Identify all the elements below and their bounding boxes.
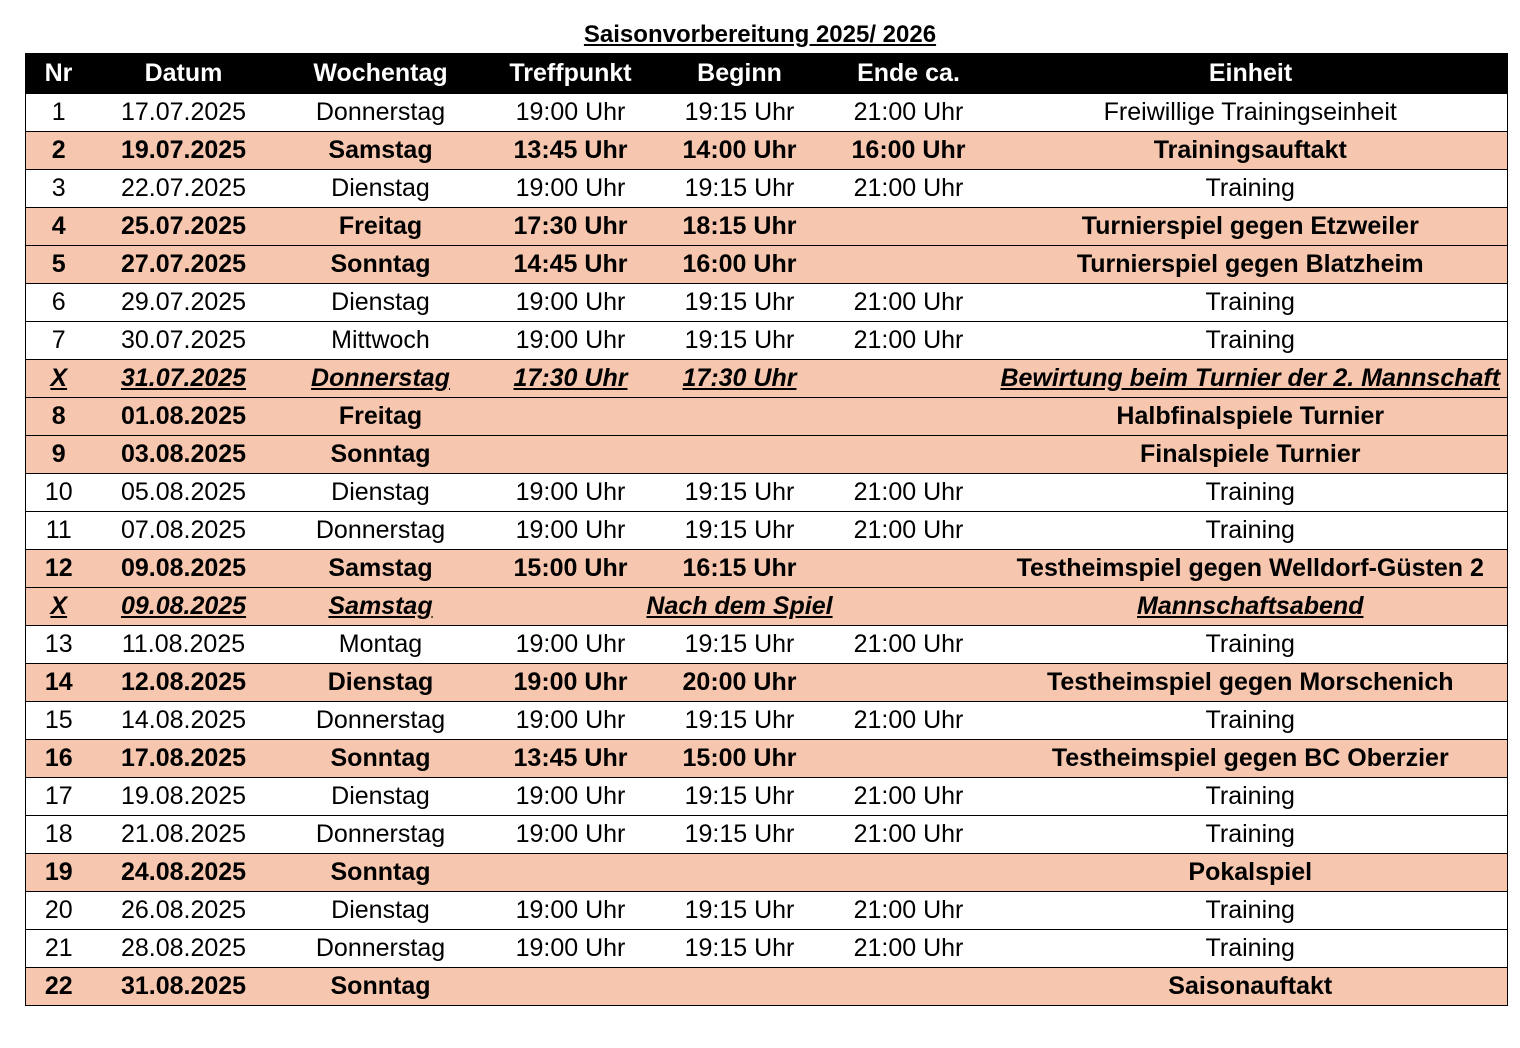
cell-datum: 22.07.2025: [92, 170, 276, 208]
cell-ende: [824, 398, 994, 436]
cell-nr: 17: [26, 778, 92, 816]
cell-einheit: Finalspiele Turnier: [994, 436, 1508, 474]
cell-beginn: 19:15 Uhr: [656, 170, 824, 208]
cell-ende: 21:00 Uhr: [824, 892, 994, 930]
cell-wochentag: Dienstag: [276, 474, 486, 512]
cell-treffpunkt: 14:45 Uhr: [486, 246, 656, 284]
table-row: [26, 740, 1508, 778]
table-row: [26, 170, 1508, 208]
cell-nr: 14: [26, 664, 92, 702]
cell-wochentag: Donnerstag: [276, 816, 486, 854]
cell-beginn: 16:00 Uhr: [656, 246, 824, 284]
cell-nr: 4: [26, 208, 92, 246]
cell-wochentag: Sonntag: [276, 436, 486, 474]
cell-nr: 18: [26, 816, 92, 854]
cell-einheit: Bewirtung beim Turnier der 2. Mannschaft: [994, 360, 1508, 398]
table-row: [26, 474, 1508, 512]
cell-nr: 16: [26, 740, 92, 778]
cell-beginn: 19:15 Uhr: [656, 626, 824, 664]
cell-ende: 21:00 Uhr: [824, 284, 994, 322]
table-row: [26, 854, 1508, 892]
cell-wochentag: Donnerstag: [276, 94, 486, 132]
cell-beginn: 19:15 Uhr: [656, 284, 824, 322]
cell-wochentag: Dienstag: [276, 778, 486, 816]
cell-nr: 3: [26, 170, 92, 208]
cell-wochentag: Sonntag: [276, 854, 486, 892]
cell-wochentag: Donnerstag: [276, 930, 486, 968]
cell-datum: 05.08.2025: [92, 474, 276, 512]
cell-beginn: 19:15 Uhr: [656, 930, 824, 968]
table-row: [26, 208, 1508, 246]
cell-ende: 16:00 Uhr: [824, 132, 994, 170]
column-header-wochentag: Wochentag: [276, 54, 486, 94]
cell-ende: 21:00 Uhr: [824, 702, 994, 740]
cell-treffpunkt: 19:00 Uhr: [486, 664, 656, 702]
cell-treffpunkt: 19:00 Uhr: [486, 816, 656, 854]
cell-einheit: Training: [994, 626, 1508, 664]
cell-beginn: [656, 398, 824, 436]
cell-einheit: Pokalspiel: [994, 854, 1508, 892]
cell-nr: 22: [26, 968, 92, 1006]
schedule-body: [26, 94, 1508, 1006]
column-header-ende: Ende ca.: [824, 54, 994, 94]
cell-datum: 19.08.2025: [92, 778, 276, 816]
cell-ende: [824, 360, 994, 398]
cell-treffpunkt: [486, 968, 656, 1006]
cell-datum: 29.07.2025: [92, 284, 276, 322]
cell-einheit: Testheimspiel gegen Morschenich: [994, 664, 1508, 702]
cell-datum: 21.08.2025: [92, 816, 276, 854]
table-row: [26, 664, 1508, 702]
cell-beginn: [656, 436, 824, 474]
cell-nr: 10: [26, 474, 92, 512]
cell-wochentag: Sonntag: [276, 740, 486, 778]
cell-treffpunkt: 13:45 Uhr: [486, 132, 656, 170]
cell-einheit: Training: [994, 702, 1508, 740]
cell-wochentag: Montag: [276, 626, 486, 664]
cell-beginn: 19:15 Uhr: [656, 702, 824, 740]
cell-treffpunkt: [486, 398, 656, 436]
cell-nr: 9: [26, 436, 92, 474]
cell-beginn: 19:15 Uhr: [656, 512, 824, 550]
cell-nr: X: [26, 360, 92, 398]
cell-wochentag: Freitag: [276, 398, 486, 436]
cell-wochentag: Donnerstag: [276, 702, 486, 740]
cell-ende: 21:00 Uhr: [824, 778, 994, 816]
table-row: [26, 968, 1508, 1006]
cell-ende: 21:00 Uhr: [824, 626, 994, 664]
cell-datum: 31.07.2025: [92, 360, 276, 398]
cell-treffpunkt: [486, 436, 656, 474]
cell-wochentag: Samstag: [276, 588, 486, 626]
cell-beginn: 19:15 Uhr: [656, 474, 824, 512]
cell-einheit: Saisonauftakt: [994, 968, 1508, 1006]
cell-wochentag: Freitag: [276, 208, 486, 246]
cell-ende: 21:00 Uhr: [824, 512, 994, 550]
cell-einheit: Training: [994, 474, 1508, 512]
cell-ende: 21:00 Uhr: [824, 170, 994, 208]
cell-beginn: 15:00 Uhr: [656, 740, 824, 778]
cell-wochentag: Dienstag: [276, 892, 486, 930]
cell-einheit: Testheimspiel gegen Welldorf-Güsten 2: [994, 550, 1508, 588]
cell-datum: 14.08.2025: [92, 702, 276, 740]
column-header-einheit: Einheit: [994, 54, 1508, 94]
cell-ende: 21:00 Uhr: [824, 930, 994, 968]
cell-wochentag: Sonntag: [276, 968, 486, 1006]
table-row: [26, 702, 1508, 740]
table-header-row: [26, 54, 1508, 94]
schedule-table: [25, 53, 1508, 1006]
cell-einheit: Turnierspiel gegen Blatzheim: [994, 246, 1508, 284]
cell-einheit: Halbfinalspiele Turnier: [994, 398, 1508, 436]
cell-datum: 27.07.2025: [92, 246, 276, 284]
cell-ende: [824, 246, 994, 284]
cell-treffpunkt: 15:00 Uhr: [486, 550, 656, 588]
cell-nr: 5: [26, 246, 92, 284]
cell-beginn: 19:15 Uhr: [656, 322, 824, 360]
cell-einheit: Freiwillige Trainingseinheit: [994, 94, 1508, 132]
cell-einheit: Training: [994, 892, 1508, 930]
cell-datum: 01.08.2025: [92, 398, 276, 436]
cell-nr: 6: [26, 284, 92, 322]
cell-ende: 21:00 Uhr: [824, 322, 994, 360]
cell-datum: 03.08.2025: [92, 436, 276, 474]
cell-nr: 12: [26, 550, 92, 588]
cell-ende: 21:00 Uhr: [824, 94, 994, 132]
cell-wochentag: Samstag: [276, 132, 486, 170]
cell-ende: [824, 208, 994, 246]
column-header-datum: Datum: [92, 54, 276, 94]
cell-treffpunkt: 19:00 Uhr: [486, 474, 656, 512]
cell-ende: 21:00 Uhr: [824, 474, 994, 512]
cell-nr: 20: [26, 892, 92, 930]
cell-einheit: Training: [994, 816, 1508, 854]
cell-wochentag: Donnerstag: [276, 512, 486, 550]
cell-beginn: [656, 968, 824, 1006]
table-row: [26, 132, 1508, 170]
cell-treffpunkt: 19:00 Uhr: [486, 930, 656, 968]
cell-datum: 30.07.2025: [92, 322, 276, 360]
cell-ende: [824, 740, 994, 778]
cell-nr: 1: [26, 94, 92, 132]
table-row: [26, 626, 1508, 664]
cell-datum: 31.08.2025: [92, 968, 276, 1006]
cell-datum: 09.08.2025: [92, 550, 276, 588]
cell-nr: 8: [26, 398, 92, 436]
cell-beginn: 16:15 Uhr: [656, 550, 824, 588]
cell-wochentag: Dienstag: [276, 170, 486, 208]
cell-datum: 11.08.2025: [92, 626, 276, 664]
cell-einheit: Turnierspiel gegen Etzweiler: [994, 208, 1508, 246]
cell-wochentag: Dienstag: [276, 664, 486, 702]
table-row: [26, 322, 1508, 360]
table-row: [26, 246, 1508, 284]
cell-ende: 21:00 Uhr: [824, 816, 994, 854]
cell-einheit: Training: [994, 284, 1508, 322]
column-header-beginn: Beginn: [656, 54, 824, 94]
cell-nr: X: [26, 588, 92, 626]
table-row: [26, 930, 1508, 968]
table-row: [26, 398, 1508, 436]
cell-treffpunkt: 19:00 Uhr: [486, 94, 656, 132]
cell-beginn: 20:00 Uhr: [656, 664, 824, 702]
cell-beginn: 18:15 Uhr: [656, 208, 824, 246]
cell-beginn: 19:15 Uhr: [656, 94, 824, 132]
cell-ende: [824, 550, 994, 588]
cell-datum: 17.08.2025: [92, 740, 276, 778]
cell-datum: 09.08.2025: [92, 588, 276, 626]
table-row: [26, 512, 1508, 550]
cell-einheit: Training: [994, 170, 1508, 208]
cell-treffpunkt: 19:00 Uhr: [486, 284, 656, 322]
table-row: [26, 550, 1508, 588]
cell-treffpunkt: 19:00 Uhr: [486, 892, 656, 930]
cell-ende: [824, 664, 994, 702]
cell-nr: 11: [26, 512, 92, 550]
cell-nr: 21: [26, 930, 92, 968]
cell-beginn: [656, 854, 824, 892]
cell-treffpunkt: 19:00 Uhr: [486, 626, 656, 664]
table-row: [26, 94, 1508, 132]
cell-einheit: Trainingsauftakt: [994, 132, 1508, 170]
cell-datum: 07.08.2025: [92, 512, 276, 550]
cell-datum: 26.08.2025: [92, 892, 276, 930]
cell-treffpunkt: 19:00 Uhr: [486, 170, 656, 208]
cell-wochentag: Donnerstag: [276, 360, 486, 398]
cell-einheit: Training: [994, 778, 1508, 816]
cell-beginn: 17:30 Uhr: [656, 360, 824, 398]
cell-nr: 2: [26, 132, 92, 170]
cell-einheit: Training: [994, 512, 1508, 550]
cell-treffpunkt: 19:00 Uhr: [486, 778, 656, 816]
cell-wochentag: Samstag: [276, 550, 486, 588]
cell-nr: 19: [26, 854, 92, 892]
cell-datum: 24.08.2025: [92, 854, 276, 892]
cell-treffpunkt: 19:00 Uhr: [486, 322, 656, 360]
column-header-treffpunkt: Treffpunkt: [486, 54, 656, 94]
cell-nr: 13: [26, 626, 92, 664]
cell-datum: 12.08.2025: [92, 664, 276, 702]
cell-datum: 28.08.2025: [92, 930, 276, 968]
page-title: Saisonvorbereitung 2025/ 2026: [583, 21, 937, 48]
cell-datum: 19.07.2025: [92, 132, 276, 170]
cell-treffpunkt: 19:00 Uhr: [486, 512, 656, 550]
cell-beginn: 19:15 Uhr: [656, 892, 824, 930]
cell-einheit: Training: [994, 930, 1508, 968]
cell-beginn: 14:00 Uhr: [656, 132, 824, 170]
table-row: [26, 436, 1508, 474]
cell-treffpunkt: 13:45 Uhr: [486, 740, 656, 778]
table-row: [26, 816, 1508, 854]
cell-ende: [824, 968, 994, 1006]
table-row: [26, 588, 1508, 626]
cell-treffpunkt: [486, 854, 656, 892]
cell-nr: 15: [26, 702, 92, 740]
column-header-nr: Nr: [26, 54, 92, 94]
cell-time-span: Nach dem Spiel: [486, 588, 994, 626]
cell-datum: 25.07.2025: [92, 208, 276, 246]
cell-einheit: Mannschaftsabend: [994, 588, 1508, 626]
cell-wochentag: Mittwoch: [276, 322, 486, 360]
cell-beginn: 19:15 Uhr: [656, 778, 824, 816]
cell-treffpunkt: 17:30 Uhr: [486, 360, 656, 398]
table-row: [26, 892, 1508, 930]
cell-ende: [824, 854, 994, 892]
cell-wochentag: Dienstag: [276, 284, 486, 322]
cell-datum: 17.07.2025: [92, 94, 276, 132]
cell-nr: 7: [26, 322, 92, 360]
cell-wochentag: Sonntag: [276, 246, 486, 284]
table-row: [26, 360, 1508, 398]
cell-beginn: 19:15 Uhr: [656, 816, 824, 854]
table-row: [26, 284, 1508, 322]
cell-treffpunkt: 17:30 Uhr: [486, 208, 656, 246]
cell-einheit: Testheimspiel gegen BC Oberzier: [994, 740, 1508, 778]
cell-einheit: Training: [994, 322, 1508, 360]
cell-ende: [824, 436, 994, 474]
cell-treffpunkt: 19:00 Uhr: [486, 702, 656, 740]
table-row: [26, 778, 1508, 816]
